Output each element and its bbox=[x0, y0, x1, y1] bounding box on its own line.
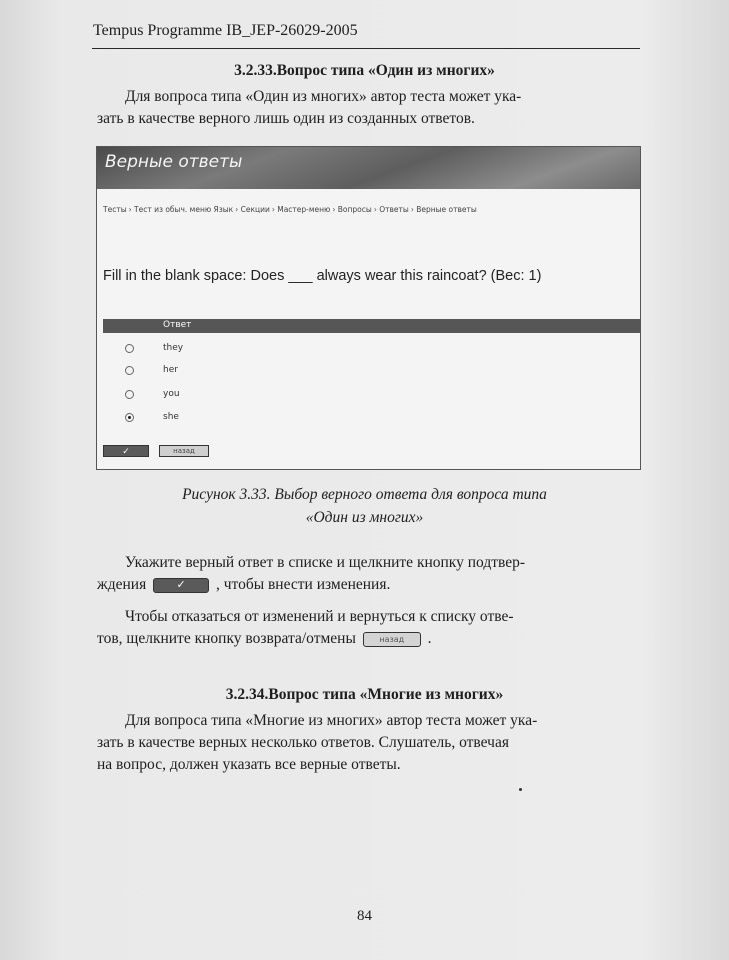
figure-banner bbox=[97, 147, 640, 189]
back-button[interactable]: назад bbox=[159, 445, 209, 457]
section1-line: зать в качестве верного лишь один из созданных ответов. bbox=[97, 110, 475, 127]
breadcrumb: Тесты › Тест из обыч. меню Язык › Секции › Мастер-меню › Вопросы › Ответы › Верные ответы bbox=[103, 205, 477, 214]
breadcrumb-item[interactable]: Вопросы bbox=[337, 205, 372, 214]
section1-line: Для вопроса типа «Один из многих» автор теста может ука- bbox=[125, 88, 522, 105]
answer-row[interactable] bbox=[117, 341, 417, 359]
section2-paragraph bbox=[97, 710, 637, 776]
body-line bbox=[97, 574, 637, 596]
answer-text: they bbox=[163, 343, 184, 353]
breadcrumb-item[interactable]: Тесты bbox=[103, 205, 127, 214]
answer-row[interactable] bbox=[117, 387, 417, 405]
body-text: , чтобы внести изменения. bbox=[215, 576, 391, 593]
answer-text: she bbox=[163, 412, 179, 422]
answer-column-label: Ответ bbox=[163, 320, 192, 330]
answer-table-header bbox=[103, 319, 640, 333]
section1-paragraph bbox=[97, 86, 637, 130]
body-text: ждения bbox=[97, 576, 147, 593]
breadcrumb-item[interactable]: Мастер-меню bbox=[277, 205, 331, 214]
breadcrumb-item[interactable]: Ответы bbox=[379, 205, 409, 214]
answer-radio[interactable] bbox=[125, 390, 134, 399]
breadcrumb-item[interactable]: Тест из обыч. меню Язык bbox=[134, 205, 234, 214]
section-heading-3-2-34: 3.2.34.Вопрос типа «Многие из многих» bbox=[225, 686, 504, 703]
paragraph-cancel bbox=[97, 606, 637, 650]
banner-title: Верные ответы bbox=[105, 152, 243, 172]
figure-screenshot bbox=[96, 146, 641, 470]
inline-confirm-icon: ✓ bbox=[153, 578, 209, 593]
answer-radio[interactable] bbox=[125, 344, 134, 353]
answer-text: her bbox=[163, 365, 178, 375]
paragraph-confirm bbox=[97, 552, 637, 596]
body-line: Укажите верный ответ в списке и щелкните кнопку подтвер- bbox=[125, 554, 526, 571]
answer-radio[interactable] bbox=[125, 366, 134, 375]
question-text: Fill in the blank space: Does ___ always wear this raincoat? (Вес: 1) bbox=[103, 268, 542, 284]
breadcrumb-item[interactable]: Секции bbox=[240, 205, 270, 214]
confirm-button[interactable]: ✓ bbox=[103, 445, 149, 457]
section-heading-3-2-33: 3.2.33.Вопрос типа «Один из многих» bbox=[234, 62, 495, 79]
breadcrumb-item: Верные ответы bbox=[416, 205, 477, 214]
section2-line: на вопрос, должен указать все верные ответы. bbox=[97, 756, 401, 773]
caption-line: Рисунок 3.33. Выбор верного ответа для вопроса типа bbox=[182, 486, 547, 503]
page-number: 84 bbox=[357, 908, 372, 924]
header-rule bbox=[92, 48, 640, 49]
body-text: . bbox=[427, 630, 432, 647]
answer-text: you bbox=[163, 389, 180, 399]
answer-row[interactable] bbox=[117, 363, 417, 381]
section2-line: зать в качестве верных несколько ответов. Слушатель, отвечая bbox=[97, 734, 509, 751]
answer-radio-selected[interactable] bbox=[125, 413, 134, 422]
answer-row[interactable] bbox=[117, 410, 417, 428]
running-header: Tempus Programme IB_JEP-26029-2005 bbox=[93, 22, 358, 39]
speck bbox=[519, 788, 522, 791]
body-text: тов, щелкните кнопку возврата/отмены bbox=[97, 630, 356, 647]
figure-caption bbox=[0, 483, 729, 529]
inline-back-icon: назад bbox=[363, 632, 421, 647]
body-line: Чтобы отказаться от изменений и вернуться к списку отве- bbox=[125, 608, 514, 625]
body-line bbox=[97, 628, 637, 650]
section2-line: Для вопроса типа «Многие из многих» автор теста может ука- bbox=[125, 712, 538, 729]
caption-line: «Один из многих» bbox=[305, 509, 424, 526]
